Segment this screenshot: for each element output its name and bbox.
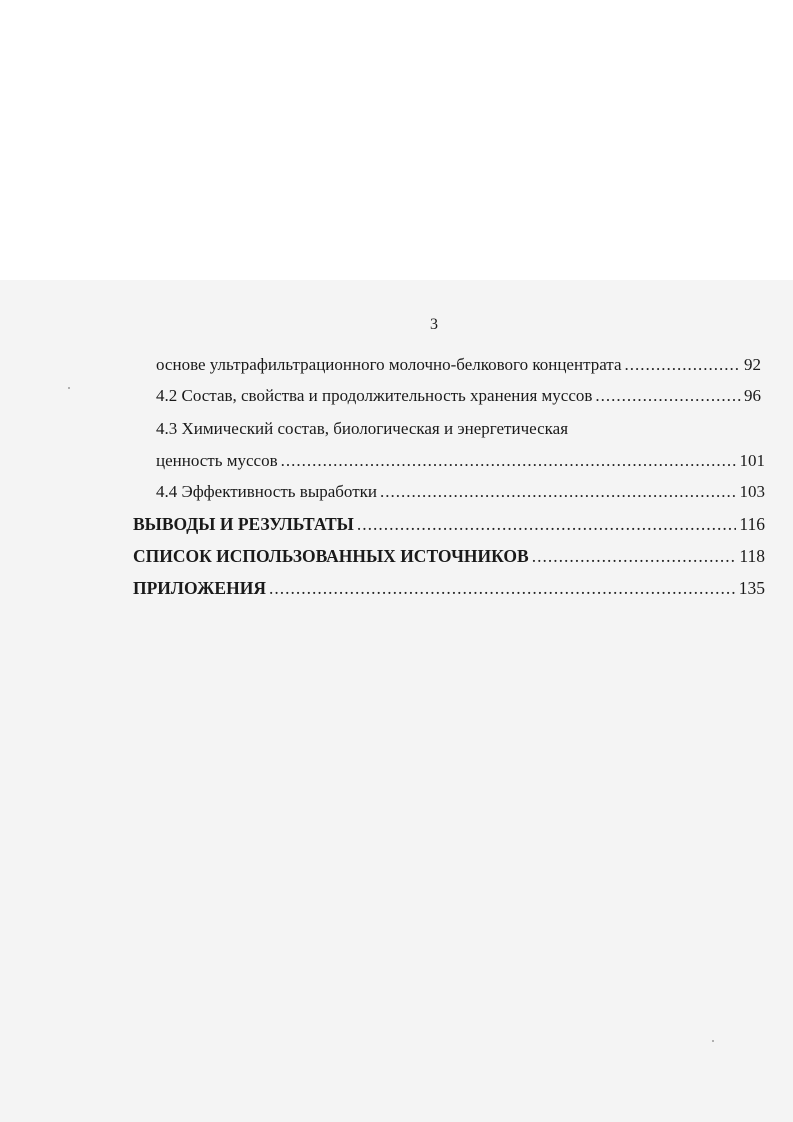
toc-entry-page: 118 [739,546,765,566]
toc-dot-leader [380,481,737,503]
toc-entry [156,418,761,440]
scan-speck [68,387,70,389]
toc-entry [156,385,761,407]
toc-entry-title: ценность муссов [156,451,278,470]
toc-entry-title: ПРИЛОЖЕНИЯ [133,578,266,598]
toc-dot-leader [595,385,741,407]
toc-entry-title: 4.3 Химический состав, биологическая и энергетическая [156,419,569,438]
toc-entry-page: 103 [739,482,765,501]
toc-entry [156,481,765,503]
toc-entry-page: 135 [738,578,765,598]
toc-entry-page: 92 [744,355,761,374]
toc-entry [133,545,765,567]
blank-scan-area [0,0,793,280]
toc-entry-page: 116 [739,514,765,534]
toc-dot-leader [281,450,737,472]
toc-entry-page: 96 [744,386,761,405]
toc-entry [156,354,761,376]
toc-entry-title: 4.4 Эффективность выработки [156,482,377,501]
toc-entry [133,513,765,535]
page-number: 3 [430,316,438,333]
toc-entry-title: ВЫВОДЫ И РЕЗУЛЬТАТЫ [133,514,354,534]
toc-entry-title: 4.2 Состав, свойства и продолжительность хранения муссов [156,386,593,405]
toc-entry [133,577,765,599]
toc-entry-title: СПИСОК ИСПОЛЬЗОВАННЫХ ИСТОЧНИКОВ [133,546,529,566]
toc-entry-title: основе ультрафильтрационного молочно-белкового концентрата [156,355,622,374]
toc-dot-leader [532,545,737,567]
toc-dot-leader [357,513,737,535]
toc-dot-leader [269,577,736,599]
toc-entry [156,450,765,472]
toc-dot-leader [625,354,742,376]
toc-entry-page: 101 [739,451,765,470]
scan-speck [712,1040,714,1042]
